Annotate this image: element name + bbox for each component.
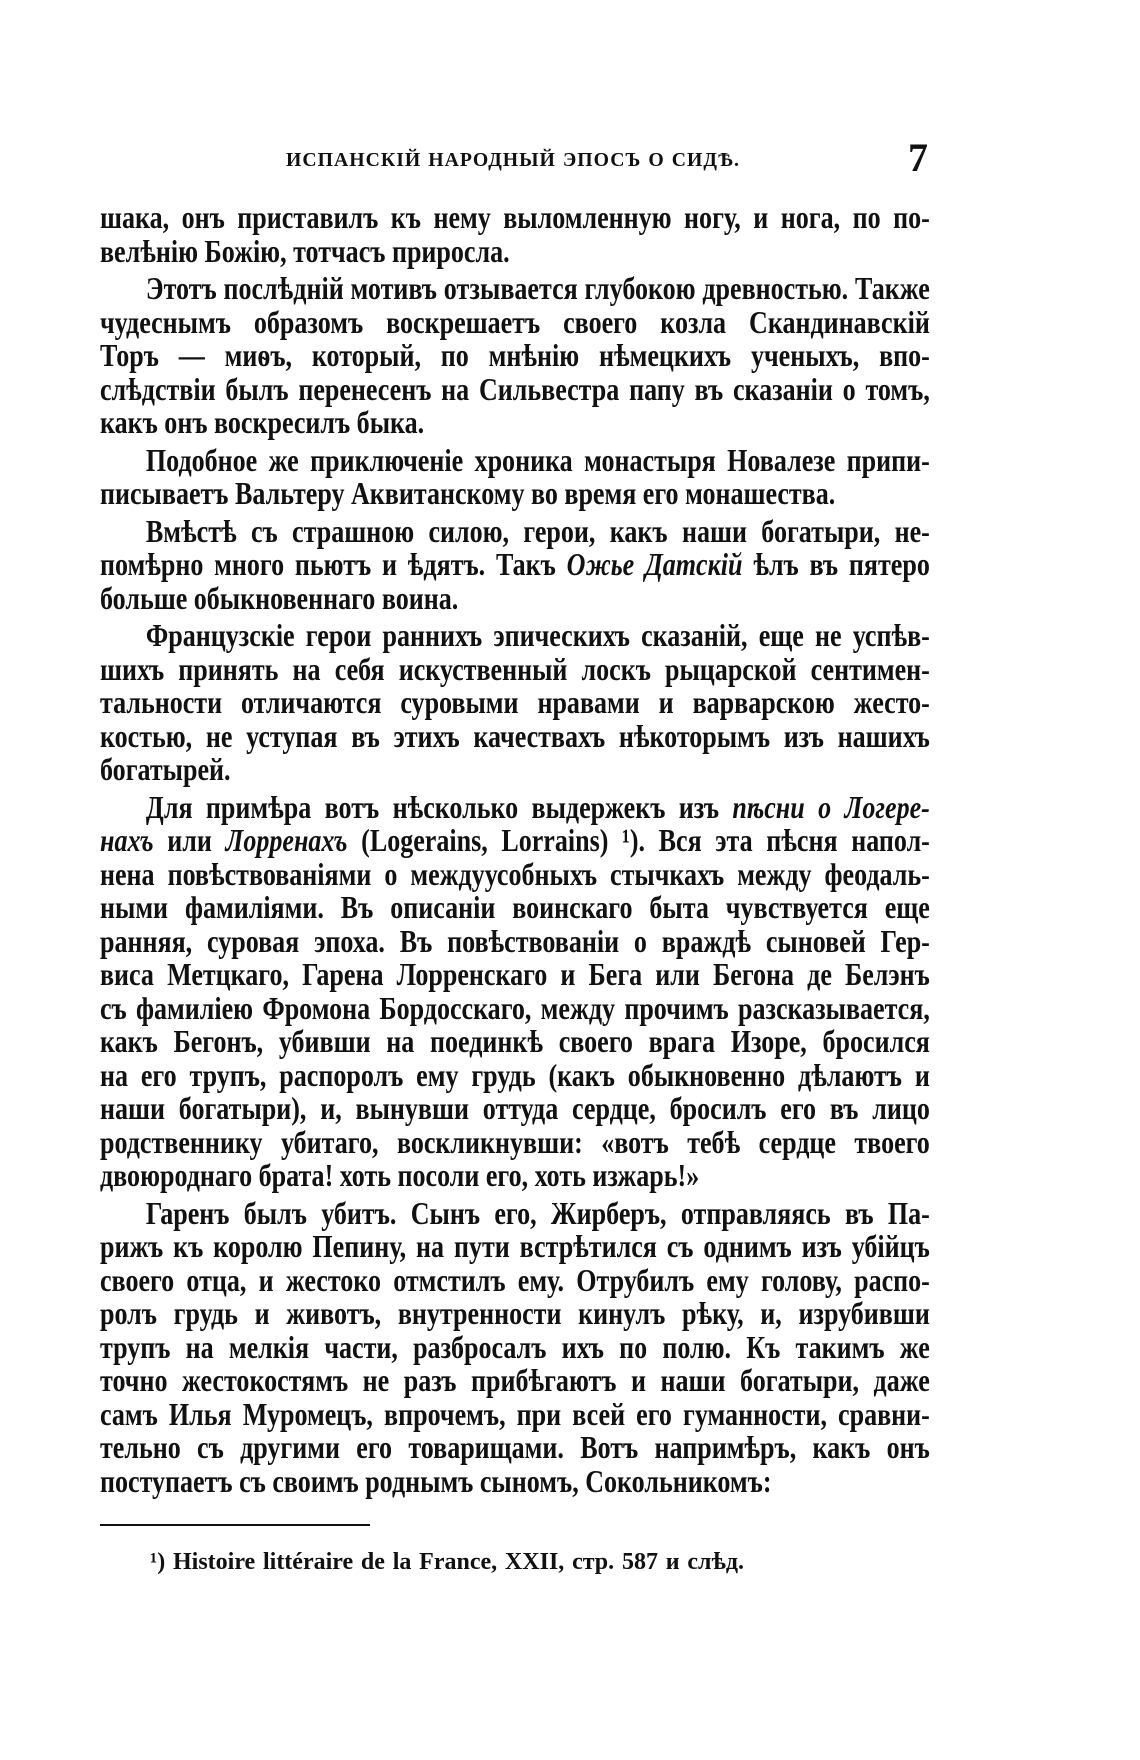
text-line: Вмѣстѣ съ страшною силою, герои, какъ наши богатыри, не- <box>145 513 930 549</box>
text-line: ролъ грудь и животъ, внутренности кинулъ рѣку, и, изрубивши <box>100 1296 930 1331</box>
text-line: больше обыкновеннаго воина. <box>100 580 459 616</box>
text-line: самъ Илья Муромецъ, впрочемъ, при всей его гуманности, сравни- <box>100 1396 930 1432</box>
text-line: родственнику убитаго, воскликнувши: «вотъ тебѣ сердце твоего <box>100 1124 930 1160</box>
text-line: ными фамиліями. Въ описаніи воинскаго быта чувствуется еще <box>100 890 930 925</box>
text-line: какъ Бегонъ, убивши на поединкѣ своего врага Изоре, бросился <box>100 1024 930 1059</box>
text-line: чудеснымъ образомъ воскрешаетъ своего козла Скандинавскій <box>100 304 930 340</box>
text-line: двоюроднаго брата! хоть посоли его, хоть изжарь!» <box>100 1158 700 1193</box>
text-segment: помѣрно много пьютъ и ѣдятъ. Такъ <box>100 547 567 582</box>
italic-text: пѣсни о Логере- <box>732 789 930 825</box>
italic-text: Лорренахъ <box>225 823 348 858</box>
text-segment: или <box>153 823 226 858</box>
paragraph <box>100 515 930 616</box>
text-line: шака, онъ приставилъ къ нему выломленную ногу, и нога, по по- <box>100 200 930 235</box>
footnote-marker: ¹) <box>150 1549 166 1575</box>
text-line: писываетъ Вальтеру Аквитанскому во время его монашества. <box>100 476 836 511</box>
text-line: какъ онъ воскресилъ быка. <box>100 405 425 440</box>
text-line <box>100 548 930 582</box>
text-line: Этотъ послѣдній мотивъ отзывается глубокою древностью. Также <box>145 271 930 306</box>
text-line: на его трупъ, распоролъ ему грудь (какъ обыкновенно дѣлаютъ и <box>100 1057 930 1093</box>
text-line: трупъ на мелкія части, разбросалъ ихъ по полю. Къ такимъ же <box>100 1329 930 1365</box>
running-title: ИСПАНСКІЙ НАРОДНЫЙ ЭПОСЪ О СИДѢ. <box>286 149 740 171</box>
text-line: велѣнію Божію, тотчасъ приросла. <box>100 233 510 269</box>
paragraph <box>100 1197 930 1499</box>
text-line: Гаренъ былъ убитъ. Сынъ его, Жирберъ, отправляясь въ Па- <box>145 1195 930 1231</box>
text-line: ранняя, суровая эпоха. Въ повѣствованіи о враждѣ сыновей Гер- <box>100 923 930 959</box>
text-line: Торъ — миѳъ, который, по мнѣнію нѣмецкихъ ученыхъ, впо- <box>100 338 930 373</box>
body-text <box>100 201 930 1498</box>
text-line: съ фамиліею Фромона Бордосскаго, между прочимъ разсказывается, <box>100 990 930 1026</box>
text-line <box>100 824 930 858</box>
paragraph <box>100 444 930 511</box>
paragraph <box>100 272 930 440</box>
text-segment: (Logerains, Lorrains) ¹). Вся эта пѣсня напол- <box>347 823 930 858</box>
text-line: своего отца, и жестоко отмстилъ ему. Отрубилъ ему голову, распо- <box>100 1262 930 1298</box>
text-line <box>100 791 930 825</box>
text-line: богатырей. <box>100 752 231 787</box>
footnote-rule <box>100 1524 370 1526</box>
text-segment: ѣлъ въ пятеро <box>742 547 930 582</box>
text-line: слѣдствіи былъ перенесенъ на Сильвестра папу въ сказаніи о томъ, <box>100 371 930 407</box>
text-line: тальности отличаются суровыми нравами и варварскою жесто- <box>100 685 930 720</box>
text-line: шихъ принять на себя искуственный лоскъ рыцарской сентимен- <box>100 651 930 687</box>
footnote <box>150 1546 744 1578</box>
paragraph <box>100 619 930 787</box>
text-line: точно жестокостямъ не разъ прибѣгаютъ и наши богатыри, даже <box>100 1363 930 1398</box>
text-line: нена повѣствованіями о междуусобныхъ стычкахъ между феодаль- <box>100 856 930 892</box>
page-number: 7 <box>908 135 928 180</box>
text-line: виса Метцкаго, Гарена Лорренскаго и Бега или Бегона де Белэнъ <box>100 957 930 992</box>
text-line: костью, не уступая въ этихъ качествахъ нѣкоторымъ изъ нашихъ <box>100 718 930 754</box>
text-line: Французскіе герои раннихъ эпическихъ сказаній, еще не успѣв- <box>145 618 930 653</box>
italic-text: Ожье Датскій <box>566 547 743 582</box>
text-line: Подобное же приключеніе хроника монастыря Новалезе припи- <box>145 442 930 478</box>
text-line: рижъ къ королю Пепину, на пути встрѣтился съ однимъ изъ убійцъ <box>100 1229 930 1264</box>
text-segment: Для примѣра вотъ нѣсколько выдержекъ изъ <box>145 789 733 825</box>
italic-text: нахъ <box>100 823 154 858</box>
paragraph <box>100 201 930 268</box>
text-line: поступаетъ съ своимъ роднымъ сыномъ, Сокольникомъ: <box>100 1463 772 1499</box>
footnote-text: Histoire littéraire de la France, XXII, стр. 587 и слѣд. <box>172 1549 745 1575</box>
paragraph <box>100 791 930 1193</box>
text-line: тельно съ другими его товарищами. Вотъ напримѣръ, какъ онъ <box>100 1430 930 1465</box>
text-line: наши богатыри), и, вынувши оттуда сердце, бросилъ его въ лицо <box>100 1091 930 1126</box>
